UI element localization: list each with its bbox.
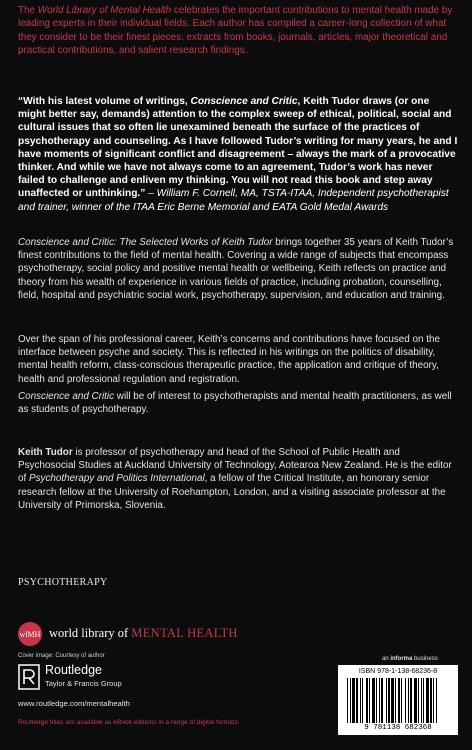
book-full-title: Conscience and Critic: The Selected Works of Keith Tudor: [18, 237, 273, 248]
intro-series-title: World Library of Mental Health: [37, 5, 172, 16]
wlmh-logo-icon: [18, 622, 42, 646]
description-paragraph-2: [18, 333, 458, 386]
series-intro: [18, 4, 458, 58]
description-text-1: brings together 35 years of Keith Tudor’s finest contributions to the field of mental health. Covering a wide range of subjects that encompass psychotherapy, social policy and positive mental health or wellbeing, Keith reflects on practice and theory from his wealth of experience in various fields of practice, including probation, counselling, field, hospital and psychiatric social work, psychotherapy, supervision, and education and training.: [18, 237, 454, 301]
wlmh-logo-text: wlMH: [19, 629, 41, 639]
cover-credit: Cover image: Courtesy of author: [18, 653, 105, 659]
barcode-digits: 9 781138 682368: [364, 724, 432, 732]
series-name: [49, 626, 238, 641]
description-text-2: Over the span of his professional career, Keith’s concerns and contributions have focused on the interface between psyche and society. This is reflected in his writings on the politics of disability, mental health reform, class-conscious therapeutic practice, the application and critique of theory, health and professional regulation and registration.: [18, 334, 440, 385]
endorsement-quote: [18, 95, 458, 214]
ebook-note: Routledge titles are available as eBook editions in a range of digital formats: [18, 719, 238, 726]
publisher-url[interactable]: www.routledge.com/mentalhealth: [18, 699, 130, 708]
informa-suffix: business: [412, 656, 438, 662]
intro-text-rest: celebrates the important contributions to mental health made by leading experts in their individual fields. Each author has compiled a career-long collection of what they consider to be their finest pieces: extracts from books, journals, articles, major theoretical and practical contributions, and salient research findings.: [18, 5, 453, 57]
intro-text-start: The: [18, 5, 38, 16]
author-name: Keith Tudor: [18, 447, 73, 458]
description-text-3: will be of interest to psychotherapists and mental health practitioners, as well as students of psychotherapy.: [18, 391, 452, 416]
bio-text-2: , a fellow of the Critical Institute, an honorary senior research fellow at the University of Roehampton, London, and a visiting associate professor at the University of Primorska, Slovenia.: [18, 473, 446, 511]
subject-category: PSYCHOTHERAPY: [18, 577, 108, 588]
informa-brand: informa: [390, 656, 413, 662]
series-name-plain: world library of: [49, 626, 132, 640]
isbn-number: ISBN 978-1-138-68236-8: [358, 668, 438, 675]
quote-attribution: – William F. Cornell, MA, TSTA-ITAA, Independent psychotherapist and trainer, winner of the ITAA Eric Berne Memorial and EATA Gold Medal Awards: [18, 188, 449, 213]
informa-business-label: [382, 656, 438, 662]
description-paragraph-3: [18, 390, 458, 416]
quote-part1: “With his latest volume of writings,: [18, 96, 191, 107]
quote-book-title: Conscience and Critic: [190, 96, 298, 107]
barcode-icon: [347, 678, 449, 723]
isbn-barcode: [338, 665, 458, 735]
series-name-accent: MENTAL HEALTH: [131, 626, 238, 640]
book-short-title: Conscience and Critic: [18, 391, 115, 402]
publisher-name: Routledge: [45, 663, 102, 677]
routledge-logo-icon: [18, 664, 40, 690]
publisher-group: Taylor & Francis Group: [45, 679, 122, 688]
quote-part2: , Keith Tudor draws (or one might better say, demands) attention to the complex sweep of ethical, political, social and cultural issues that so often lie unexamined beneath the surface of the practices of psychotherapy and counseling. As I have followed Tudor’s writing for many years, he and I have moments of significant conflict and disagreement – always the mark of a provocative thinker. And while we have not always come to an agreement, Tudor’s work has never failed to challenge and enliven my thinking. You will not read this book and step away unaffected or unthinking.”: [18, 96, 458, 200]
description-paragraph-1: [18, 236, 458, 302]
bio-text-1: is professor of psychotherapy and head of the School of Public Health and Psychosocial Studies at Auckland University of Technology, Aotearoa New Zealand. He is the editor of: [18, 447, 452, 485]
journal-title: Psychotherapy and Politics International: [28, 473, 205, 485]
author-bio: [18, 446, 458, 512]
informa-prefix: an: [382, 656, 391, 662]
